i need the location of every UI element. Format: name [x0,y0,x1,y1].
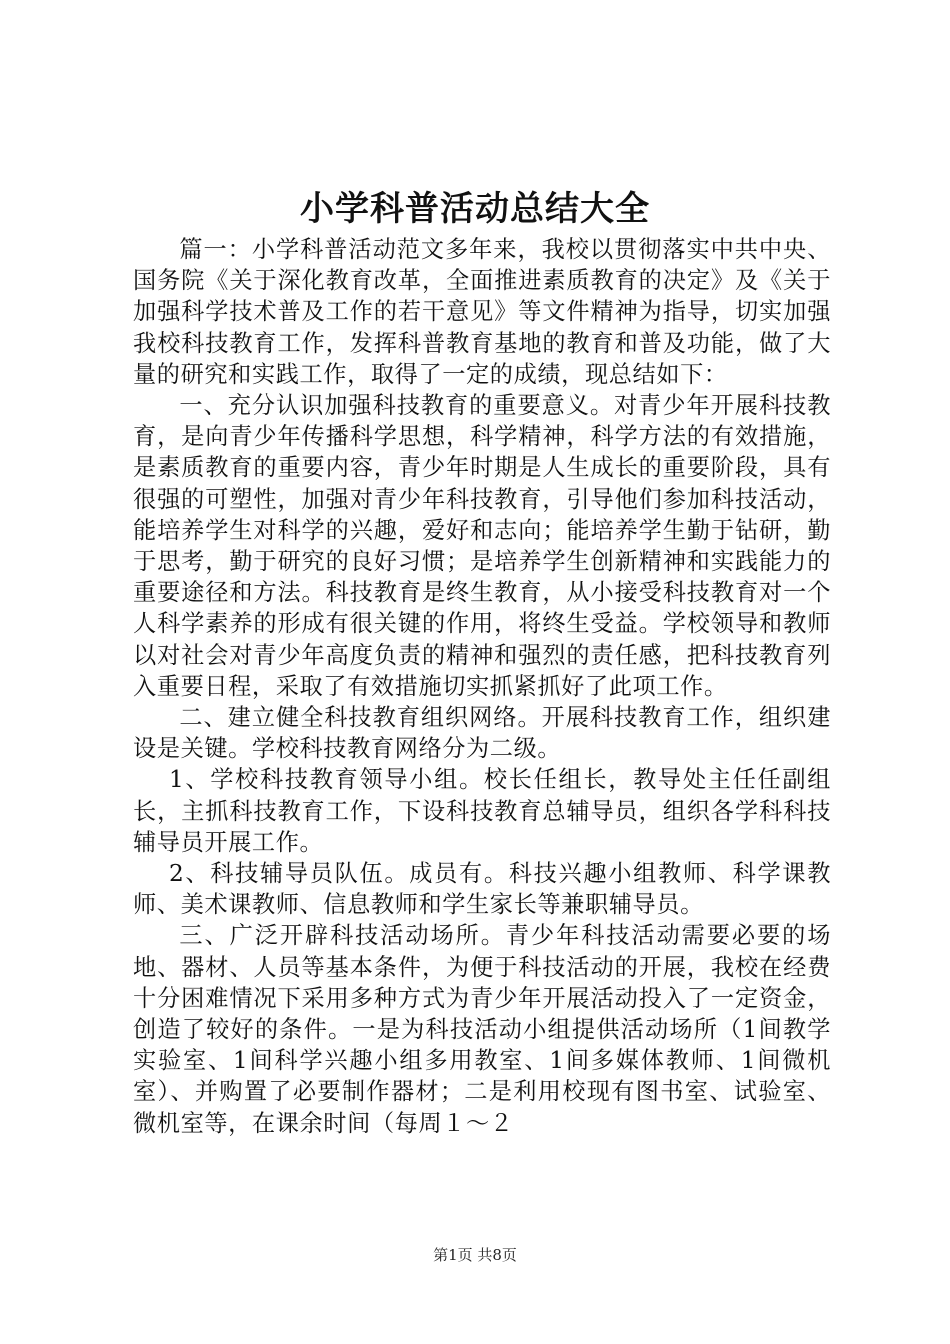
paragraph-section-3: 三、广泛开辟科技活动场所。青少年科技活动需要必要的场地、器材、人员等基本条件，为便于科技活动的开展，我校在经费十分困难情况下采用多种方式为青少年开展活动投入了一定资金，创造了较好的条件。一是为科技活动小组提供活动场所（1间教学实验室、1间科学兴趣小组多用教室、1间多媒体教师、1间微机室）、并购置了必要制作器材；二是利用校现有图书室、试验室、微机室等，在课余时间（每周１～２ [133,922,831,1137]
page-footer: 第1页 共8页 [433,1246,517,1264]
paragraph-section-2: 二、建立健全科技教育组织网络。开展科技教育工作，组织建设是关键。学校科技教育网络分为二级。 [133,704,831,763]
paragraph-item-1: 1、学校科技教育领导小组。校长任组长，教导处主任任副组长，主抓科技教育工作，下设科技教育总辅导员，组织各学科科技辅导员开展工作。 [133,766,831,856]
paragraph-intro: 篇一：小学科普活动范文多年来，我校以贯彻落实中共中央、国务院《关于深化教育改革，全面推进素质教育的决定》及《关于加强科学技术普及工作的若干意见》等文件精神为指导，切实加强我校科技教育工作，发挥科普教育基地的教育和普及功能，做了大量的研究和实践工作，取得了一定的成绩，现总结如下： [133,236,831,388]
document-body [133,234,831,1139]
paragraph-item-2: 2、科技辅导员队伍。成员有。科技兴趣小组教师、科学课教师、美术课教师、信息教师和学生家长等兼职辅导员。 [133,860,831,919]
paragraph-section-1: 一、充分认识加强科技教育的重要意义。对青少年开展科技教育，是向青少年传播科学思想，科学精神，科学方法的有效措施，是素质教育的重要内容，青少年时期是人生成长的重要阶段，具有很强的可塑性，加强对青少年科技教育，引导他们参加科技活动，能培养学生对科学的兴趣，爱好和志向；能培养学生勤于钻研，勤于思考，勤于研究的良好习惯；是培养学生创新精神和实践能力的重要途径和方法。科技教育是终生教育，从小接受科技教育对一个人科学素养的形成有很关键的作用，将终生受益。学校领导和教师以对社会对青少年高度负责的精神和强烈的责任感，把科技教育列入重要日程，采取了有效措施切实抓紧抓好了此项工作。 [133,392,831,700]
document-title: 小学科普活动总结大全 [300,189,650,229]
